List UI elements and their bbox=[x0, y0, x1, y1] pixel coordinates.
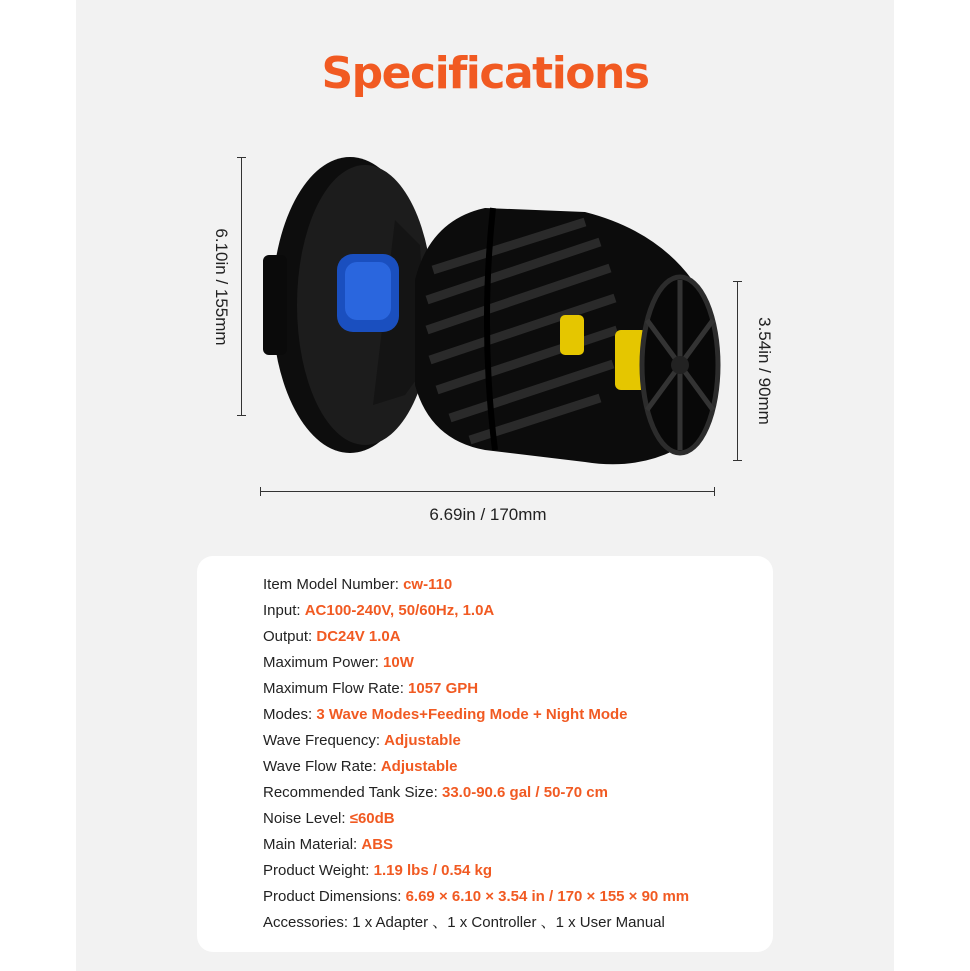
spec-label: Noise Level: bbox=[263, 810, 346, 827]
spec-label: Modes: bbox=[263, 706, 313, 723]
pump-cage-icon bbox=[415, 208, 718, 464]
spec-label: Accessories: bbox=[263, 914, 349, 931]
width-dimension-line bbox=[260, 491, 715, 492]
spec-label: Maximum Flow Rate: bbox=[263, 680, 404, 697]
height-dimension-label: 6.10in / 155mm bbox=[212, 228, 231, 346]
spec-label: Maximum Power: bbox=[263, 654, 379, 671]
spec-row bbox=[263, 598, 689, 624]
spec-label: Wave Flow Rate: bbox=[263, 758, 377, 775]
spec-row bbox=[263, 884, 689, 910]
spec-row bbox=[263, 702, 689, 728]
spec-label: Item Model Number: bbox=[263, 576, 399, 593]
spec-label: Wave Frequency: bbox=[263, 732, 380, 749]
spec-value: 33.0-90.6 gal / 50-70 cm bbox=[442, 784, 608, 801]
spec-label: Product Dimensions: bbox=[263, 888, 402, 905]
spec-value: 1.19 lbs / 0.54 kg bbox=[373, 862, 493, 879]
spec-value: 10W bbox=[383, 654, 414, 671]
spec-value: Adjustable bbox=[384, 732, 461, 749]
spec-row bbox=[263, 858, 689, 884]
depth-dimension-line bbox=[737, 281, 738, 461]
spec-row bbox=[263, 754, 689, 780]
spec-value: 6.69 × 6.10 × 3.54 in / 170 × 155 × 90 mm bbox=[405, 888, 690, 905]
wave-maker-pump-image bbox=[255, 150, 735, 480]
spec-row bbox=[263, 780, 689, 806]
spec-row bbox=[263, 728, 689, 754]
spec-value: DC24V 1.0A bbox=[316, 628, 401, 645]
spec-value: cw-110 bbox=[403, 576, 453, 593]
spec-value: 3 Wave Modes+Feeding Mode + Night Mode bbox=[316, 706, 628, 723]
spec-label: Recommended Tank Size: bbox=[263, 784, 438, 801]
spec-value: ≤60dB bbox=[349, 810, 395, 827]
depth-dimension-label: 3.54in / 90mm bbox=[755, 317, 774, 425]
width-dimension-label: 6.69in / 170mm bbox=[429, 505, 547, 524]
specifications-list bbox=[263, 572, 689, 936]
spec-row bbox=[263, 572, 689, 598]
spec-value: 1 x Adapter 、1 x Controller 、1 x User Manual bbox=[352, 914, 665, 931]
spec-row bbox=[263, 676, 689, 702]
spec-label: Input: bbox=[263, 602, 301, 619]
spec-row bbox=[263, 832, 689, 858]
spec-value: Adjustable bbox=[380, 758, 458, 775]
spec-row bbox=[263, 650, 689, 676]
spec-row bbox=[263, 624, 689, 650]
spec-value: ABS bbox=[361, 836, 394, 853]
spec-row bbox=[263, 806, 689, 832]
spec-label: Main Material: bbox=[263, 836, 358, 853]
spec-value: 1057 GPH bbox=[408, 680, 479, 697]
spec-value: AC100-240V, 50/60Hz, 1.0A bbox=[304, 602, 495, 619]
spec-label: Output: bbox=[263, 628, 313, 645]
spec-row bbox=[263, 910, 689, 936]
spec-label: Product Weight: bbox=[263, 862, 370, 879]
page-title: Specifications bbox=[321, 48, 649, 99]
specifications-card bbox=[197, 556, 773, 952]
height-dimension-line bbox=[241, 157, 242, 416]
